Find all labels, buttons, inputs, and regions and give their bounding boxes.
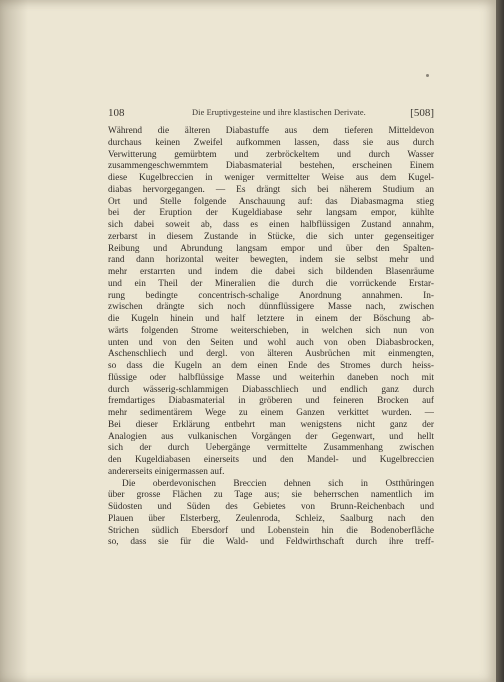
text-line: fremdartiges Diabasmaterial in gröberen und feineren Brocken auf xyxy=(108,396,434,407)
gutter-shadow xyxy=(0,0,28,682)
text-line: andererseits einigermassen auf. xyxy=(108,466,225,477)
paper-speck xyxy=(426,74,429,77)
text-line: Südosten und Süden des Gebietes von Brunn-Reichenbach und xyxy=(108,502,434,512)
text-line: Aschenschliech und dergl. von älteren Ausbrüchen mit einmengten, xyxy=(108,349,434,360)
paragraph-1 xyxy=(108,126,434,479)
text-line: rung bedingte concentrisch-schalige Anordnung annahmen. In- xyxy=(108,290,434,301)
text-line: diabas hervorgegangen. — Es drängt sich bei näherem Studium an xyxy=(108,184,434,195)
text-line: diese Kugelbreccien in weniger vermittelter Weise aus dem Kugel- xyxy=(108,173,434,183)
text-line: den Kugeldiabasen einerseits und den Mandel- und Kugelbreccien xyxy=(108,455,434,465)
text-line: sich der durch Uebergänge vermittelte Zusammenhang zwischen xyxy=(108,443,434,454)
text-line: Bei dieser Erklärung entbehrt man wenigstens nicht ganz der xyxy=(108,419,434,430)
text-line: durch wässerig-schlammigen Diabasschliech und endlich ganz durch xyxy=(108,384,434,395)
text-line: Ort und Stelle folgende Anschauung auf: das Diabasmagma stieg xyxy=(108,196,434,207)
bracket-page-number: [508] xyxy=(410,107,434,119)
text-line: mehr sedimentärem Wege zu einem Ganzen verkittet wurden. — xyxy=(108,408,434,418)
text-line: Strichen südlich Ebersdorf und Lobenstein hin die Bodenoberfläche xyxy=(108,525,434,536)
adjacent-page-edge xyxy=(496,0,504,682)
page-number: 108 xyxy=(108,107,125,119)
text-line: sich dabei soweit ab, dass es einen halbflüssigen Zustand annahm, xyxy=(108,220,434,230)
text-line: Analogien aus vulkanischen Vorgängen der Gegenwart, und hellt xyxy=(108,431,434,442)
text-line: Reibung und Abrundung langsam empor und über den Spalten- xyxy=(108,243,434,254)
running-title: Die Eruptivgesteine und ihre klastischen Derivate. xyxy=(192,108,366,117)
text-line: bei der Eruption der Kugeldiabase sehr langsam empor, kühlte xyxy=(108,208,434,219)
text-line: die Kugeln hinein und half letztere in einem der Böschung ab- xyxy=(108,314,434,324)
text-line: Die oberdevonischen Breccien dehnen sich in Ostthüringen xyxy=(122,478,434,489)
text-line: rand dann horizontal weiter bewegten, indem sie selbst mehr und xyxy=(108,255,434,266)
text-line: zwischen drängte sich noch dünnflüssigere Masse nach, zwischen xyxy=(108,302,434,313)
text-line: Während die älteren Diabastuffe aus dem tieferen Mitteldevon xyxy=(108,126,434,136)
text-line: zerbarst in diesem Zustande in Stücke, die sich unter gegenseitiger xyxy=(108,231,434,242)
body-text xyxy=(108,126,434,549)
text-line: unten und von den Seiten und wohl auch von oben Diabasbrocken, xyxy=(108,337,434,348)
text-line: so, dass sie für die Wald- und Feldwirthschaft durch ihre treff- xyxy=(108,537,434,548)
text-line: Plauen über Elsterberg, Zeulenroda, Schleiz, Saalburg nach den xyxy=(108,513,434,524)
page-header xyxy=(108,107,434,121)
text-line: wärts folgenden Strome weiterschieben, in welchen sich nun von xyxy=(108,325,434,336)
text-line: durchaus keinen Zweifel aufkommen lassen, dass sie aus durch xyxy=(108,137,434,148)
text-line: so dass die Kugeln an dem einen Ende des Stromes durch heiss- xyxy=(108,361,434,371)
text-line: über grosse Flächen zu Tage aus; sie beherrschen namentlich im xyxy=(108,490,434,501)
text-line: Verwitterung gemürbtem und zerbröckeltem und durch Wasser xyxy=(108,149,434,160)
text-line: zusammengeschwemmtem Diabasmaterial bestehen, erscheinen Einem xyxy=(108,161,434,172)
paragraph-2 xyxy=(108,479,434,550)
text-line: mehr erstarrten und indem die dabei sich bildenden Blasenräume xyxy=(108,267,434,277)
text-line: und ein Theil der Mineralien die durch die vorrückende Erstar- xyxy=(108,278,434,289)
text-line: flüssige oder halbflüssige Masse und weiterhin daneben noch mit xyxy=(108,372,434,383)
